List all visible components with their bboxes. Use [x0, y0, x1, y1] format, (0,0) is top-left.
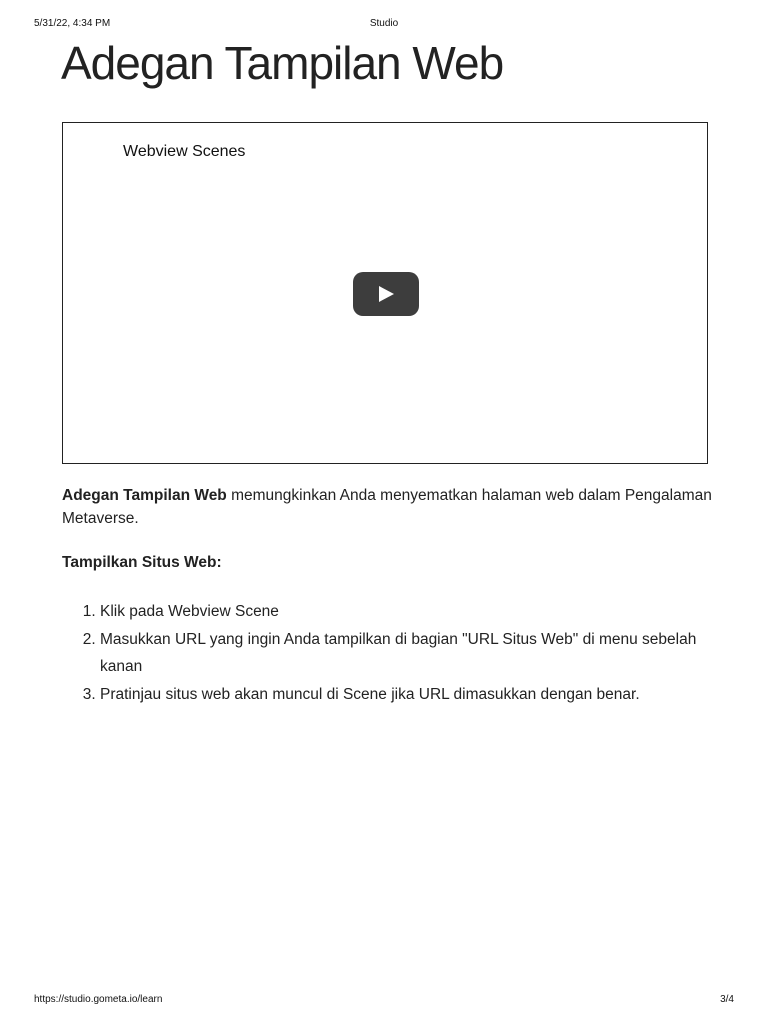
- video-title[interactable]: Webview Scenes: [123, 143, 246, 160]
- play-button[interactable]: [353, 272, 419, 316]
- intro-text: memungkinkan Anda menyematkan halaman web dalam Pengalaman Metaverse.: [62, 487, 712, 527]
- print-header: [0, 18, 768, 32]
- article-body: [62, 484, 712, 708]
- intro-paragraph: [62, 484, 712, 530]
- step-item: 1. Klik pada Webview Scene: [100, 598, 712, 626]
- print-title: Studio: [369, 18, 399, 29]
- page-number: 3/4: [720, 994, 734, 1005]
- play-icon: [379, 286, 394, 302]
- print-date: 5/31/22, 4:34 PM: [34, 18, 111, 29]
- print-url: https://studio.gometa.io/learn: [34, 994, 163, 1005]
- page-title: Adegan Tampilan Web: [61, 37, 504, 89]
- section-heading: Tampilkan Situs Web:: [62, 554, 222, 571]
- print-footer: [0, 994, 768, 1008]
- step-item: 3. Pratinjau situs web akan muncul di Scene jika URL dimasukkan dengan benar.: [100, 681, 712, 709]
- intro-bold: Adegan Tampilan Web: [62, 487, 227, 504]
- steps-list: [62, 598, 712, 708]
- video-embed[interactable]: [62, 122, 708, 464]
- step-item: 2. Masukkan URL yang ingin Anda tampilkan di bagian "URL Situs Web" di menu sebelah kanan: [100, 626, 712, 681]
